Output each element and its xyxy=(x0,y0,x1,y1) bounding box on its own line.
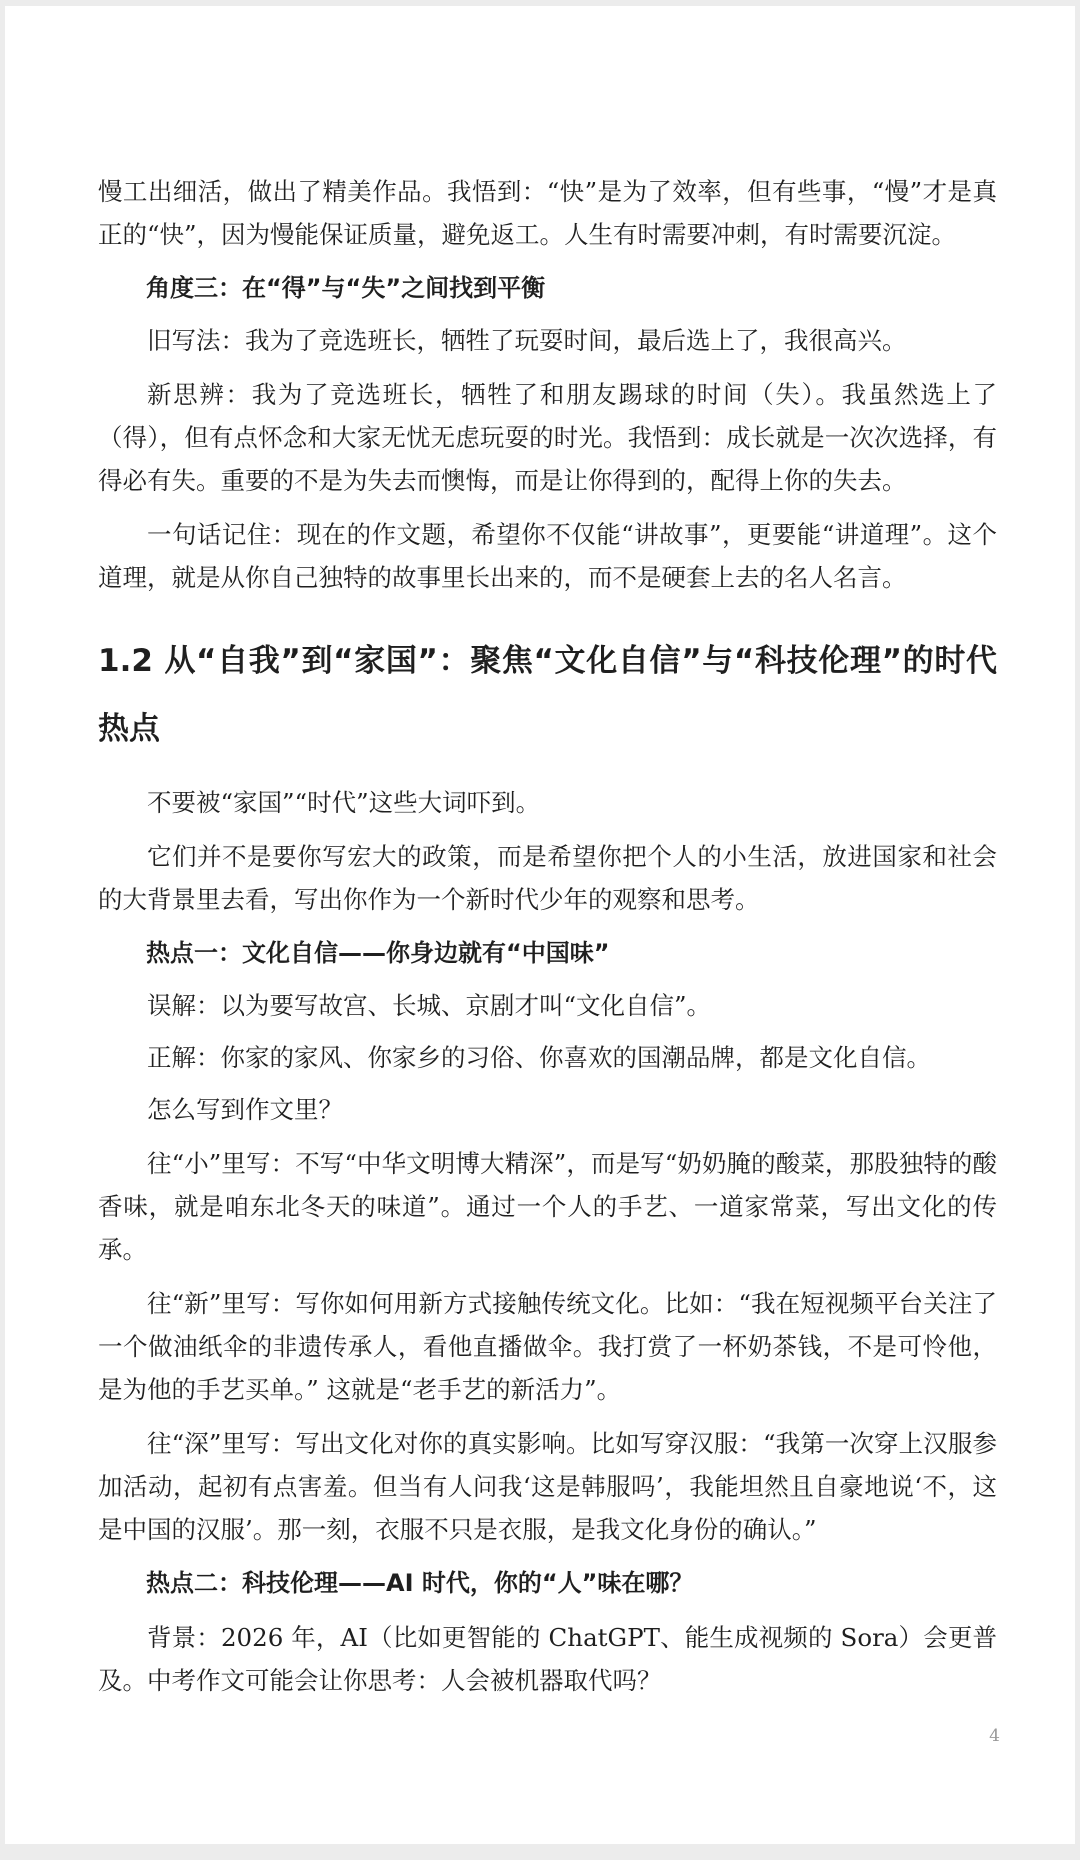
paragraph-misunderstanding: 误解：以为要写故宫、长城、京剧才叫“文化自信”。 xyxy=(147,991,712,1020)
paragraph-how-to-write: 怎么写到作文里？ xyxy=(147,1095,343,1124)
document-page xyxy=(5,6,1075,1844)
paragraph-background: 背景：2026 年，AI（比如更智能的 ChatGPT、能生成视频的 Sora）会更普及。中考作文可能会让你思考：人会被机器取代吗？ xyxy=(98,1623,997,1695)
paragraph-write-deep: 往“深”里写：写出文化对你的真实影响。比如写穿汉服：“我第一次穿上汉服参加活动，起初有点害羞。但当有人问我‘这是韩服吗’，我能坦然且自豪地说‘不，这是中国的汉服’。那一刻，衣服不只是衣服，是我文化身份的确认。” xyxy=(98,1429,997,1544)
paragraph-explanation: 它们并不是要你写宏大的政策，而是希望你把个人的小生活，放进国家和社会的大背景里去看，写出你作为一个新时代少年的观察和思考。 xyxy=(98,842,997,914)
paragraph-continuation: 慢工出细活，做出了精美作品。我悟到：“快”是为了效率，但有些事，“慢”才是真正的“快”，因为慢能保证质量，避免返工。人生有时需要冲刺，有时需要沉淀。 xyxy=(98,177,997,249)
paragraph-dont-fear: 不要被“家国”“时代”这些大词吓到。 xyxy=(147,788,541,817)
paragraph-write-new: 往“新”里写：写你如何用新方式接触传统文化。比如：“我在短视频平台关注了一个做油纸伞的非遗传承人，看他直播做伞。我打赏了一杯奶茶钱，不是可怜他，是为他的手艺买单。” 这就是“老手艺的新活力”。 xyxy=(98,1289,997,1404)
section-title: 1.2 从“自我”到“家国”：聚焦“文化自信”与“科技伦理”的时代热点 xyxy=(98,643,997,747)
subheading-hotspot-one: 热点一：文化自信——你身边就有“中国味” xyxy=(146,939,610,967)
paragraph-write-small: 往“小”里写：不写“中华文明博大精深”，而是写“奶奶腌的酸菜，那股独特的酸香味，就是咱东北冬天的味道”。通过一个人的手艺、一道家常菜，写出文化的传承。 xyxy=(98,1149,997,1264)
paragraph-new-thinking: 新思辨：我为了竞选班长，牺牲了和朋友踢球的时间（失）。我虽然选上了（得），但有点怀念和大家无忧无虑玩耍的时光。我悟到：成长就是一次次选择，有得必有失。重要的不是为失去而懊悔，而是让你得到的，配得上你的失去。 xyxy=(98,380,997,495)
subheading-angle-three: 角度三：在“得”与“失”之间找到平衡 xyxy=(146,274,546,302)
paragraph-old-method: 旧写法：我为了竞选班长，牺牲了玩耍时间，最后选上了，我很高兴。 xyxy=(147,326,907,355)
page-number: 4 xyxy=(989,1726,1000,1746)
paragraph-correct-understanding: 正解：你家的家风、你家乡的习俗、你喜欢的国潮品牌，都是文化自信。 xyxy=(147,1043,931,1072)
subheading-hotspot-two: 热点二：科技伦理——AI 时代，你的“人”味在哪？ xyxy=(146,1569,694,1597)
paragraph-key-sentence: 一句话记住：现在的作文题，希望你不仅能“讲故事”，更要能“讲道理”。这个道理，就是从你自己独特的故事里长出来的，而不是硬套上去的名人名言。 xyxy=(98,520,997,592)
